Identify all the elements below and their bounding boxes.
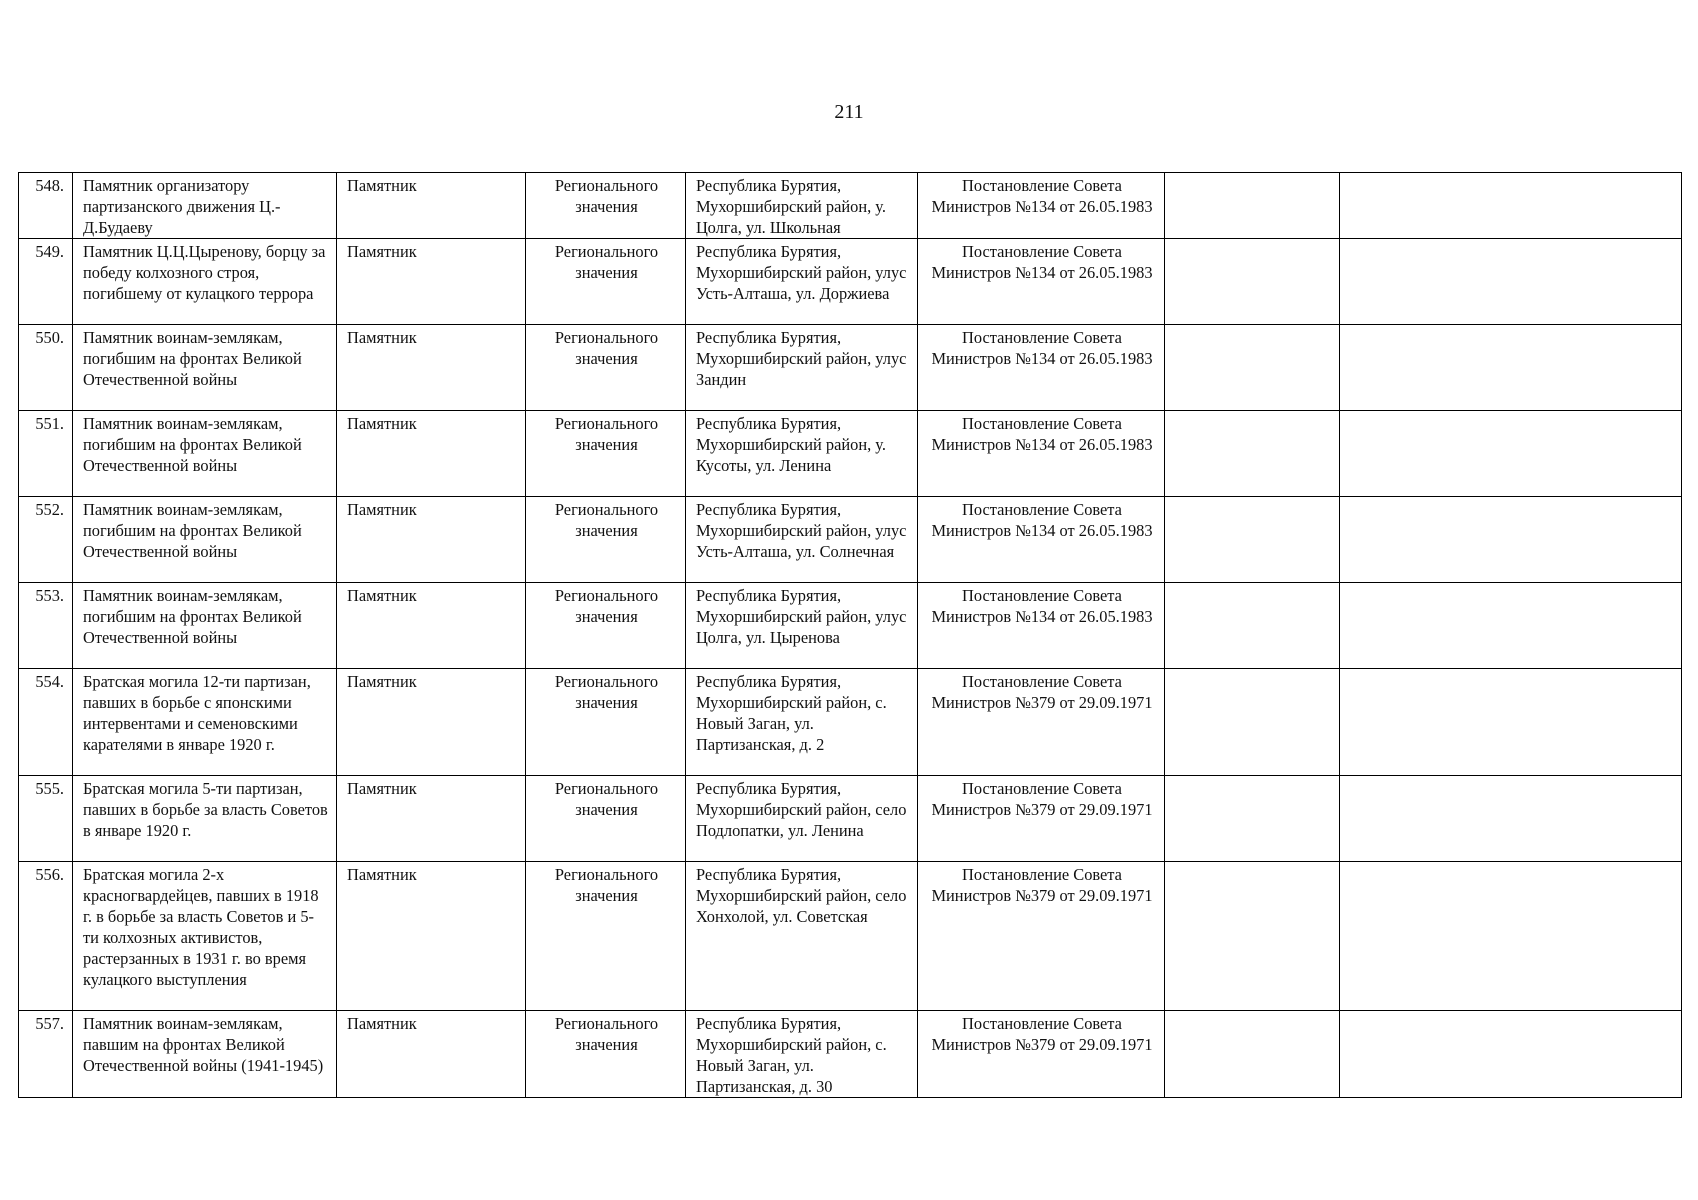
legal-document: Постановление Совета Министров №379 от 29.09.1971 bbox=[918, 776, 1165, 862]
empty-cell bbox=[1340, 497, 1682, 583]
empty-cell bbox=[1340, 862, 1682, 1011]
object-location: Республика Бурятия, Мухоршибирский район, с. Новый Заган, ул. Партизанская, д. 2 bbox=[686, 669, 918, 776]
significance-category: Регионального значения bbox=[526, 669, 686, 776]
page-number: 211 bbox=[834, 101, 864, 123]
empty-cell bbox=[1340, 173, 1682, 239]
object-name: Братская могила 2-х красногвардейцев, павших в 1918 г. в борьбе за власть Советов и 5-ти колхозных активистов, растерзанных в 1931 г. во время кулацкого выступления bbox=[73, 862, 337, 1011]
empty-cell bbox=[1165, 862, 1340, 1011]
object-name: Памятник воинам-землякам, павшим на фронтах Великой Отечественной войны (1941-1945) bbox=[73, 1011, 337, 1098]
table-row bbox=[19, 239, 1682, 325]
object-location: Республика Бурятия, Мухоршибирский район, улус Усть-Алташа, ул. Солнечная bbox=[686, 497, 918, 583]
significance-category: Регионального значения bbox=[526, 325, 686, 411]
empty-cell bbox=[1340, 776, 1682, 862]
table-row bbox=[19, 583, 1682, 669]
table-row bbox=[19, 776, 1682, 862]
row-number: 554. bbox=[19, 669, 73, 776]
object-type: Памятник bbox=[337, 173, 526, 239]
row-number: 557. bbox=[19, 1011, 73, 1098]
heritage-registry-table bbox=[18, 172, 1682, 1098]
row-number: 549. bbox=[19, 239, 73, 325]
row-number: 550. bbox=[19, 325, 73, 411]
object-name: Памятник организатору партизанского движения Ц.-Д.Будаеву bbox=[73, 173, 337, 239]
row-number: 548. bbox=[19, 173, 73, 239]
object-name: Памятник воинам-землякам, погибшим на фронтах Великой Отечественной войны bbox=[73, 411, 337, 497]
object-type: Памятник bbox=[337, 776, 526, 862]
table-row bbox=[19, 497, 1682, 583]
object-location: Республика Бурятия, Мухоршибирский район, у. Цолга, ул. Школьная bbox=[686, 173, 918, 239]
significance-category: Регионального значения bbox=[526, 411, 686, 497]
object-location: Республика Бурятия, Мухоршибирский район, село Подлопатки, ул. Ленина bbox=[686, 776, 918, 862]
legal-document: Постановление Совета Министров №134 от 26.05.1983 bbox=[918, 497, 1165, 583]
empty-cell bbox=[1340, 411, 1682, 497]
table-row bbox=[19, 411, 1682, 497]
legal-document: Постановление Совета Министров №379 от 29.09.1971 bbox=[918, 1011, 1165, 1098]
object-type: Памятник bbox=[337, 669, 526, 776]
object-name: Братская могила 5-ти партизан, павших в борьбе за власть Советов в январе 1920 г. bbox=[73, 776, 337, 862]
empty-cell bbox=[1340, 583, 1682, 669]
table-row bbox=[19, 669, 1682, 776]
object-type: Памятник bbox=[337, 583, 526, 669]
empty-cell bbox=[1165, 173, 1340, 239]
empty-cell bbox=[1165, 497, 1340, 583]
object-type: Памятник bbox=[337, 862, 526, 1011]
significance-category: Регионального значения bbox=[526, 497, 686, 583]
object-location: Республика Бурятия, Мухоршибирский район, улус Усть-Алташа, ул. Доржиева bbox=[686, 239, 918, 325]
row-number: 551. bbox=[19, 411, 73, 497]
legal-document: Постановление Совета Министров №134 от 26.05.1983 bbox=[918, 239, 1165, 325]
object-type: Памятник bbox=[337, 1011, 526, 1098]
object-name: Памятник воинам-землякам, погибшим на фронтах Великой Отечественной войны bbox=[73, 497, 337, 583]
empty-cell bbox=[1340, 1011, 1682, 1098]
empty-cell bbox=[1340, 239, 1682, 325]
object-location: Республика Бурятия, Мухоршибирский район, у. Кусоты, ул. Ленина bbox=[686, 411, 918, 497]
table-row bbox=[19, 173, 1682, 239]
legal-document: Постановление Совета Министров №379 от 29.09.1971 bbox=[918, 669, 1165, 776]
row-number: 553. bbox=[19, 583, 73, 669]
object-location: Республика Бурятия, Мухоршибирский район, улус Цолга, ул. Цыренова bbox=[686, 583, 918, 669]
object-location: Республика Бурятия, Мухоршибирский район, улус Зандин bbox=[686, 325, 918, 411]
object-type: Памятник bbox=[337, 411, 526, 497]
significance-category: Регионального значения bbox=[526, 173, 686, 239]
table-row bbox=[19, 1011, 1682, 1098]
table-row bbox=[19, 325, 1682, 411]
empty-cell bbox=[1340, 669, 1682, 776]
object-type: Памятник bbox=[337, 325, 526, 411]
significance-category: Регионального значения bbox=[526, 862, 686, 1011]
object-type: Памятник bbox=[337, 239, 526, 325]
empty-cell bbox=[1165, 411, 1340, 497]
object-name: Братская могила 12-ти партизан, павших в борьбе с японскими интервентами и семеновскими карателями в январе 1920 г. bbox=[73, 669, 337, 776]
empty-cell bbox=[1340, 325, 1682, 411]
significance-category: Регионального значения bbox=[526, 776, 686, 862]
significance-category: Регионального значения bbox=[526, 239, 686, 325]
object-name: Памятник воинам-землякам, погибшим на фронтах Великой Отечественной войны bbox=[73, 325, 337, 411]
table-row bbox=[19, 862, 1682, 1011]
object-name: Памятник Ц.Ц.Цыренову, борцу за победу колхозного строя, погибшему от кулацкого террора bbox=[73, 239, 337, 325]
significance-category: Регионального значения bbox=[526, 583, 686, 669]
empty-cell bbox=[1165, 1011, 1340, 1098]
legal-document: Постановление Совета Министров №134 от 26.05.1983 bbox=[918, 173, 1165, 239]
legal-document: Постановление Совета Министров №134 от 26.05.1983 bbox=[918, 325, 1165, 411]
empty-cell bbox=[1165, 669, 1340, 776]
row-number: 556. bbox=[19, 862, 73, 1011]
object-name: Памятник воинам-землякам, погибшим на фронтах Великой Отечественной войны bbox=[73, 583, 337, 669]
legal-document: Постановление Совета Министров №134 от 26.05.1983 bbox=[918, 583, 1165, 669]
object-type: Памятник bbox=[337, 497, 526, 583]
object-location: Республика Бурятия, Мухоршибирский район, село Хонхолой, ул. Советская bbox=[686, 862, 918, 1011]
object-location: Республика Бурятия, Мухоршибирский район, с. Новый Заган, ул. Партизанская, д. 30 bbox=[686, 1011, 918, 1098]
row-number: 555. bbox=[19, 776, 73, 862]
row-number: 552. bbox=[19, 497, 73, 583]
significance-category: Регионального значения bbox=[526, 1011, 686, 1098]
empty-cell bbox=[1165, 583, 1340, 669]
legal-document: Постановление Совета Министров №134 от 26.05.1983 bbox=[918, 411, 1165, 497]
empty-cell bbox=[1165, 776, 1340, 862]
empty-cell bbox=[1165, 239, 1340, 325]
legal-document: Постановление Совета Министров №379 от 29.09.1971 bbox=[918, 862, 1165, 1011]
empty-cell bbox=[1165, 325, 1340, 411]
